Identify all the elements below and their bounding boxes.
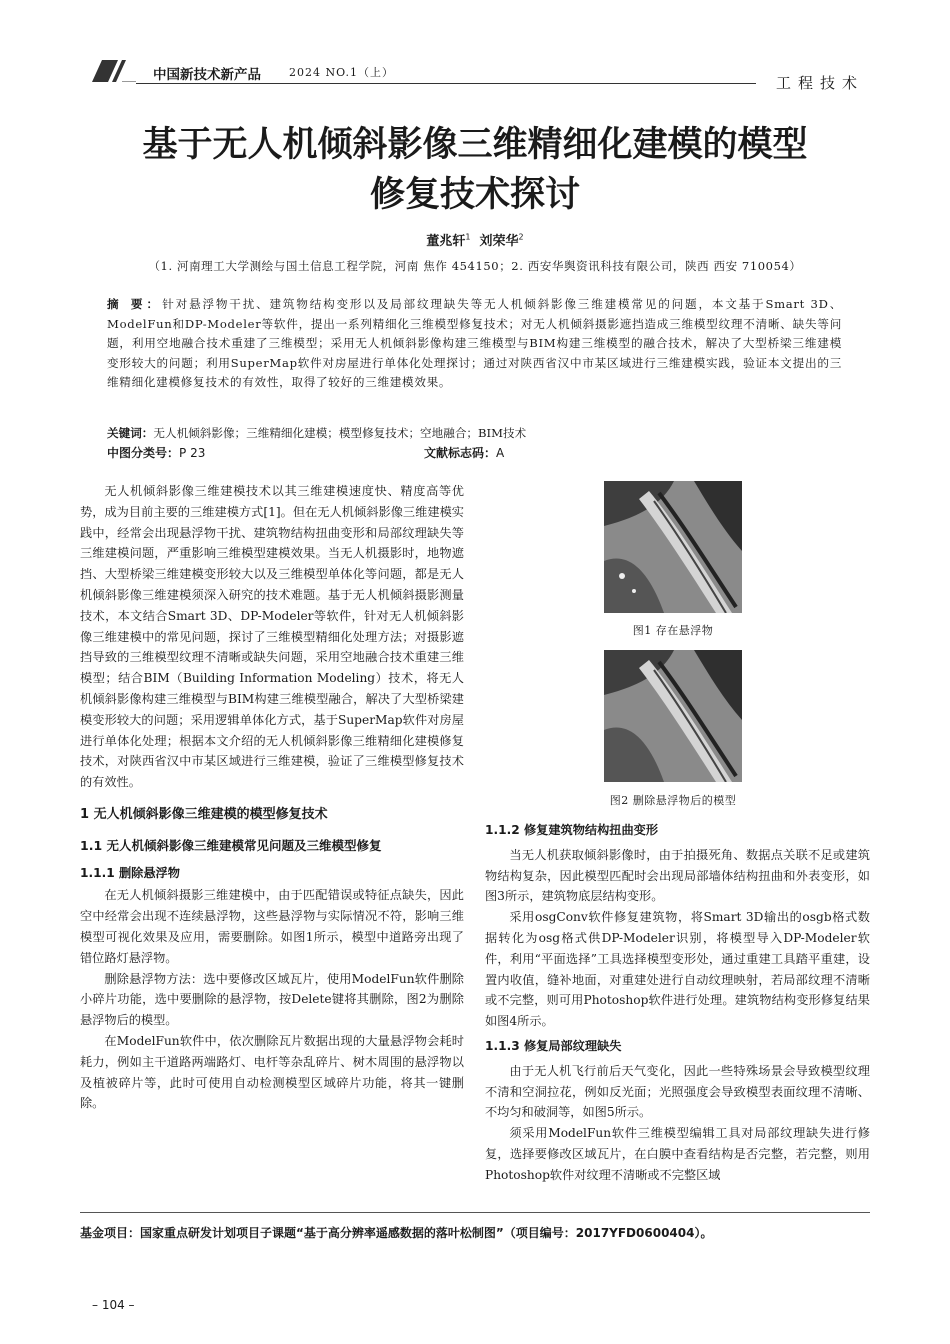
funding-note: 基金项目：国家重点研发计划项目子课题“基于高分辨率遥感数据的落叶松制图”（项目编号：2017YFD0600404）。 <box>80 1226 713 1240</box>
section-heading-1-1: 1.1 无人机倾斜影像三维建模常见问题及三维模型修复 <box>80 837 382 853</box>
title-line-1: 基于无人机倾斜影像三维精细化建模的模型 <box>142 124 808 165</box>
title-line-2: 修复技术探讨 <box>369 174 580 215</box>
paragraph-texture-repair: 须采用ModelFun软件三维模型编辑工具对局部纹理缺失进行修复，选择要修改区域瓦片，在白膜中查看结构是否完整，若完整，则用Photoshop软件对纹理不清晰或不完整区域 <box>485 1126 870 1182</box>
footnote-rule <box>80 1212 870 1213</box>
document-code <box>424 444 504 461</box>
header-rule <box>136 83 756 84</box>
affiliations: （1. 河南理工大学测绘与国土信息工程学院，河南 焦作 454150；2. 西安华舆资讯科技有限公司，陕西 西安 710054） <box>148 259 802 273</box>
issue-label: 2024 NO.1（上） <box>289 66 394 79</box>
abstract <box>107 295 842 393</box>
paragraph-texture-causes: 由于无人机飞行前后天气变化，因此一些特殊场景会导致模型纹理不清和空洞拉花，例如反光面；光照强度会导致模型表面纹理不清晰、不均匀和破洞等，如图5所示。 <box>485 1063 870 1120</box>
journal-logo-mark <box>92 60 136 82</box>
page-number: – 104 – <box>92 1298 135 1312</box>
section-heading-1: 1 无人机倾斜影像三维建模的模型修复技术 <box>80 806 328 822</box>
figure-1-image <box>604 481 742 613</box>
figure-1-caption: 图1 存在悬浮物 <box>632 624 714 637</box>
author-2: 刘荣华 <box>479 234 519 249</box>
keywords-label: 关键词： <box>107 426 154 440</box>
keywords-text: 无人机倾斜影像；三维精细化建模；模型修复技术；空地融合；BIM技术 <box>153 426 527 440</box>
authors <box>0 230 950 249</box>
doc-code-value: A <box>496 446 505 460</box>
figure-2-image <box>604 650 742 782</box>
clc-number <box>107 444 205 461</box>
paragraph-distortion: 当无人机获取倾斜影像时，由于拍摄死角、数据点关联不足或建筑物结构复杂，因此模型匹配时会出现局部墙体结构扭曲和外表变形，如图3所示，建筑物底层结构变形。 <box>485 847 870 904</box>
journal-name: 中国新技术新产品 <box>153 67 261 83</box>
doc-code-label: 文献标志码： <box>424 446 497 460</box>
paragraph-remove-floaters: 在无人机倾斜摄影三维建模中，由于匹配错误或特征点缺失，因此空中经常会出现不连续悬浮物，这些悬浮物与实际情况不符，影响三维模型可视化效果及应用，需要删除。如图1所示，模型中道路旁出现了错位路灯悬浮物。 <box>80 888 464 965</box>
clc-value: P 23 <box>179 446 206 460</box>
paragraph-remove-method: 删除悬浮物方法：选中要修改区域瓦片，使用ModelFun软件删除小碎片功能，选中要删除的悬浮物，按Delete键将其删除，图2为删除悬浮物后的模型。 <box>80 971 464 1028</box>
paragraph-osgconv: 采用osgConv软件修复建筑物，将Smart 3D输出的osgb格式数据转化为osg格式供DP-Modeler识别，将模型导入DP-Modeler软件，利用“平面选择”工具选择模型变形处，通过重建工具踏平重建，设置内收值，缝补地面，对重建处进行自动纹理映射，若局部纹理不清晰或不完整，则可用Photoshop软件进行处理。建筑物结构变形修复结果如图4所示。 <box>485 910 870 1029</box>
paragraph-auto-detect: 在ModelFun软件中，依次删除瓦片数据出现的大量悬浮物会耗时耗力，例如主干道路两端路灯、电杆等杂乱碎片、树木周围的悬浮物以及植被碎片等，此时可使用自动检测模型区域碎片功能，将其一键删除。 <box>80 1033 464 1111</box>
paper-title <box>60 120 890 220</box>
abstract-text: 针对悬浮物干扰、建筑物结构变形以及局部纹理缺失等无人机倾斜影像三维建模常见的问题，本文基于Smart 3D、ModelFun和DP-Modeler等软件，提出一系列精细化三维模型修复技术；对无人机倾斜摄影遮挡造成三维模型纹理不清晰、缺失等问题，利用空地融合技术重建了三维模型；采用无人机倾斜影像构建三维模型与BIM构建三维模型的融合技术，解决了大型桥梁三维建模变形较大的问题；利用SuperMap软件对房屋进行单体化处理探讨；通过对陕西省汉中市某区域进行三维建模实践，验证本文提出的三维精细化建模修复技术的有效性，取得了较好的三维建模效果。 <box>107 297 842 389</box>
section-heading-1-1-1: 1.1.1 删除悬浮物 <box>80 865 180 880</box>
author-2-affil-mark: 2 <box>518 232 524 242</box>
clc-label: 中图分类号： <box>107 446 180 460</box>
abstract-label: 摘 要： <box>107 297 163 311</box>
section-heading-1-1-2: 1.1.2 修复建筑物结构扭曲变形 <box>485 823 659 837</box>
left-column <box>80 481 464 1114</box>
author-1: 董兆轩 <box>426 234 466 249</box>
figure-2-caption: 图2 删除悬浮物后的模型 <box>609 794 737 807</box>
keywords <box>107 424 842 443</box>
section-heading-1-1-3: 1.1.3 修复局部纹理缺失 <box>485 1038 622 1053</box>
intro-paragraph: 无人机倾斜影像三维建模技术以其三维建模速度快、精度高等优势，成为目前主要的三维建模方式[1]。但在无人机倾斜影像三维建模实践中，经常会出现悬浮物干扰、建筑物结构扭曲变形和局部纹理缺失等三维建模问题，严重影响三维模型建模效果。当无人机摄影时，地物遮挡、大型桥梁三维建模变形较大以及三维模型单体化等问题，都是无人机倾斜影像三维建模须深入研究的技术难题。基于无人机倾斜摄影测量技术，本文结合Smart 3D、DP-Modeler等软件，针对无人机倾斜影像三维建模中的常见问题，探讨了三维模型精细化处理方法；对摄影遮挡导致的三维模型纹理不清晰或缺失问题，采用空地融合技术重建三维模型；结合BIM（Building Information Modeling）技术，将无人机倾斜影像构建三维模型与BIM构建三维模型融合，解决了大型桥梁建模变形较大的问题；采用逻辑单体化方式，基于SuperMap软件对房屋进行单体化处理；根据本文介绍的无人机倾斜影像三维精细化建模修复技术，对陕西省汉中市某区域进行三维建模，验证了三维模型修复技术的有效性。 <box>80 484 464 790</box>
right-column <box>485 820 870 1186</box>
author-1-affil-mark: 1 <box>465 232 471 242</box>
section-label: 工程技术 <box>776 74 865 92</box>
